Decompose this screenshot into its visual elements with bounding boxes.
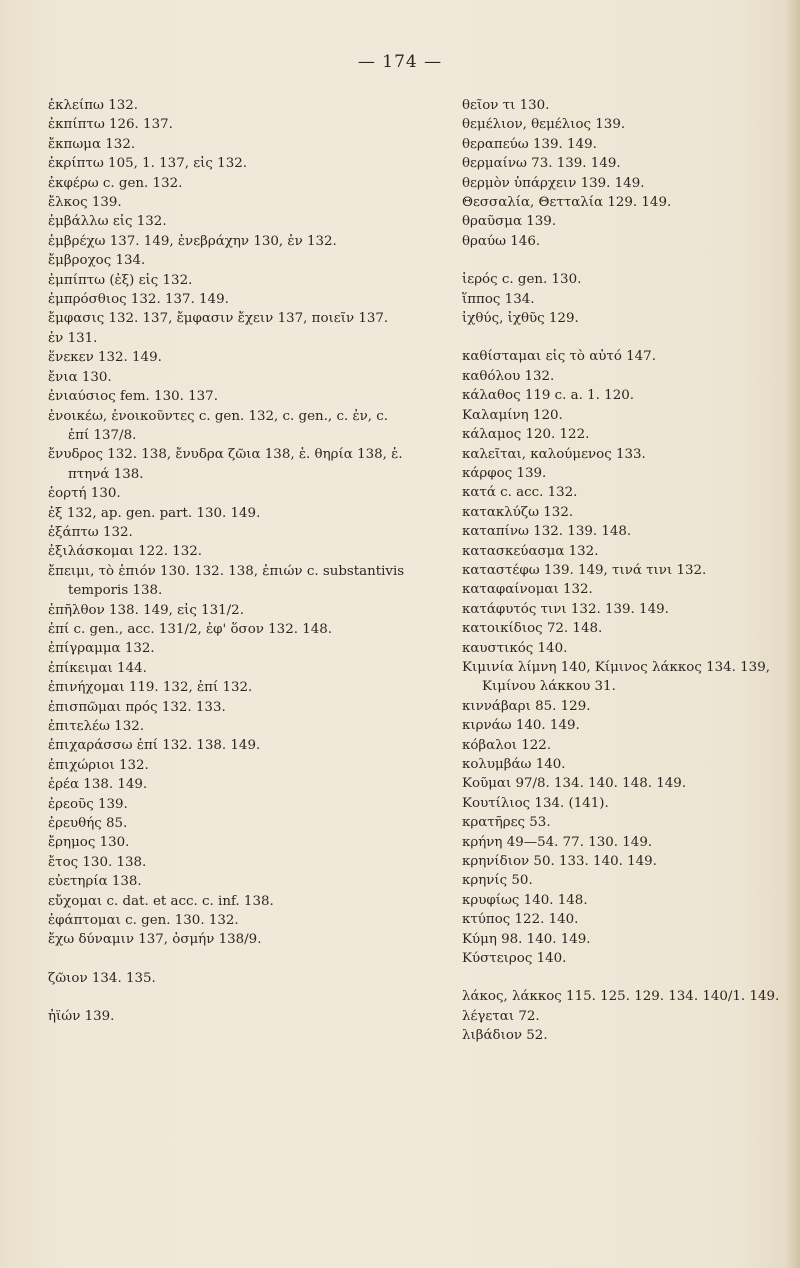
index-entry: ἔκπωμα 132. — [48, 136, 136, 152]
index-entry: θραύω 146. — [462, 233, 541, 249]
index-entry: θεραπεύω 139. 149. — [462, 136, 597, 152]
index-entry: κρηνίδιον 50. 133. 140. 149. — [462, 854, 657, 870]
index-entry: ἐπισπῶμαι πρός 132. 133. — [48, 699, 226, 715]
index-entry: καλεῖται, καλούμενος 133. — [462, 446, 646, 462]
section-gap — [48, 988, 408, 1007]
index-entry: ἐπιχαράσσω ἐπί 132. 138. 149. — [48, 738, 261, 754]
index-entry: καθόλου 132. — [462, 368, 555, 384]
index-entry: κάρφος 139. — [462, 465, 547, 481]
index-entry: ἐπί c. gen., acc. 131/2, ἐφ' ὅσον 132. 148. — [48, 621, 333, 637]
index-entry: κατακλύζω 132. — [462, 504, 574, 520]
page-edge-shadow — [786, 0, 800, 1268]
index-entry: κτύπος 122. 140. — [462, 912, 579, 928]
index-entry: λιβάδιον 52. — [462, 1028, 548, 1044]
index-entry: ἐπίκειμαι 144. — [48, 660, 147, 676]
index-entry: ἐπιτελέω 132. — [48, 719, 144, 734]
index-column-right — [462, 96, 782, 1046]
index-entry: κρήνη 49—54. 77. 130. 149. — [462, 834, 653, 850]
index-entry: κόβαλοι 122. — [462, 737, 552, 753]
index-entry: θεμέλιον, θεμέλιος 139. — [462, 117, 626, 133]
index-entry: ἐκπίπτω 126. 137. — [48, 117, 173, 133]
index-entry: ἐμπρόσθιος 132. 137. 149. — [48, 292, 229, 308]
index-entry: ἐνιαύσιος fem. 130. 137. — [48, 389, 218, 405]
index-entry: ἱερός c. gen. 130. — [462, 272, 582, 288]
index-entry: θεῖον τι 130. — [462, 98, 550, 113]
index-entry: ἑορτή 130. — [48, 486, 121, 502]
index-entry: ἐμπίπτω (ἐξ) εἰς 132. — [48, 272, 193, 288]
index-entry: καταπίνω 132. 139. 148. — [462, 524, 632, 540]
index-entry: ἐπιχώριοι 132. — [48, 757, 149, 773]
page-number: — 174 — — [357, 52, 443, 72]
index-entry: εὐετηρία 138. — [48, 874, 142, 890]
index-entry: Κιμινία λίμνη 140, Κίμινος λάκκος 134. 139, Κιμίνου λάκκου 31. — [462, 659, 770, 695]
index-entry: καταστέφω 139. 149, τινά τινι 132. — [462, 562, 707, 578]
index-entry: Καλαμίνη 120. — [462, 407, 563, 423]
index-entry: κρυφίως 140. 148. — [462, 892, 588, 908]
index-entry: ἐφάπτομαι c. gen. 130. 132. — [48, 913, 239, 929]
index-entry: ἐρεοῦς 139. — [48, 796, 128, 812]
index-entry: Κοῦμαι 97/8. 134. 140. 148. 149. — [462, 776, 687, 792]
section-gap — [462, 968, 782, 987]
index-entry: ζῶιον 134. 135. — [48, 970, 156, 986]
index-entry: λάκος, λάκκος 115. 125. 129. 134. 140/1. 149. — [462, 989, 780, 1005]
index-entry: ἐρευθής 85. — [48, 816, 128, 832]
index-entry: ἐν 131. — [48, 330, 98, 346]
index-entry: εὔχομαι c. dat. et acc. c. inf. 138. — [48, 893, 274, 909]
index-entry: ἔλκος 139. — [48, 195, 122, 211]
index-entry: κάλαμος 120. 122. — [462, 427, 590, 443]
index-entry: ἐξ 132, ap. gen. part. 130. 149. — [48, 505, 261, 521]
index-entry: ἐμβρέχω 137. 149, ἐνεβράχην 130, ἐν 132. — [48, 233, 337, 249]
index-entry: ἐρέα 138. 149. — [48, 777, 148, 793]
index-entry: ἐμβάλλω εἰς 132. — [48, 214, 167, 230]
index-entry: Θεσσαλία, Θετταλία 129. 149. — [462, 195, 672, 211]
index-entry: Κύμη 98. 140. 149. — [462, 931, 591, 947]
section-gap — [48, 950, 408, 969]
index-entry: ἐνοικέω, ἐνοικοῦντες c. gen. 132, c. gen., c. ἐν, c. ἐπί 137/8. — [48, 408, 389, 443]
index-entry: ἔρημος 130. — [48, 835, 130, 851]
index-entry: ἔπειμι, τὸ ἐπιόν 130. 132. 138, ἐπιών c. substantivis temporis 138. — [48, 563, 405, 599]
index-entry: ἔμφασις 132. 137, ἔμφασιν ἔχειν 137, ποιεῖν 137. — [48, 311, 389, 327]
index-entry: κολυμβάω 140. — [462, 757, 566, 772]
index-entry: κρατῆρες 53. — [462, 815, 551, 831]
index-entry: ἕνεκεν 132. 149. — [48, 350, 162, 366]
index-entry: κάλαθος 119 c. a. 1. 120. — [462, 388, 634, 404]
index-entry: ἐκφέρω c. gen. 132. — [48, 175, 183, 191]
index-entry: θερμαίνω 73. 139. 149. — [462, 156, 621, 172]
index-entry: ἐξιλάσκομαι 122. 132. — [48, 544, 203, 560]
index-entry: ἔμβροχος 134. — [48, 253, 146, 269]
index-entry: ἔχω δύναμιν 137, ὀσμήν 138/9. — [48, 932, 262, 948]
index-entry: λέγεται 72. — [462, 1008, 540, 1024]
index-entry: ἐκλείπω 132. — [48, 98, 139, 113]
index-column-left — [48, 96, 408, 1027]
index-entry: Κουτίλιος 134. (141). — [462, 795, 609, 811]
index-entry: ἐξάπτω 132. — [48, 524, 133, 540]
index-entry: κατασκεύασμα 132. — [462, 543, 599, 559]
index-entry: καθίσταμαι εἰς τὸ αὐτό 147. — [462, 349, 656, 365]
index-entry: ἵππος 134. — [462, 291, 535, 307]
index-entry: θερμὸν ὑπάρχειν 139. 149. — [462, 175, 645, 191]
index-entry: κιννάβαρι 85. 129. — [462, 698, 591, 714]
index-entry: ἐπίγραμμα 132. — [48, 641, 155, 657]
index-entry: καταφαίνομαι 132. — [462, 582, 593, 598]
index-entry: ἔνια 130. — [48, 369, 112, 385]
index-entry: κρηνίς 50. — [462, 873, 533, 889]
index-entry: ἐπινήχομαι 119. 132, ἐπί 132. — [48, 680, 253, 696]
index-entry: καυστικός 140. — [462, 640, 568, 656]
index-entry: κατά c. acc. 132. — [462, 485, 578, 501]
section-gap — [462, 251, 782, 270]
index-entry: ἰχθύς, ἰχθῦς 129. — [462, 311, 579, 327]
index-entry: ἠϊών 139. — [48, 1009, 115, 1025]
index-entry: θραῦσμα 139. — [462, 214, 557, 230]
index-entry: κατάφυτός τινι 132. 139. 149. — [462, 601, 669, 617]
index-entry: κατοικίδιος 72. 148. — [462, 621, 603, 637]
index-entry: ἐκρίπτω 105, 1. 137, εἰς 132. — [48, 156, 247, 172]
index-entry: ἔτος 130. 138. — [48, 854, 147, 870]
index-entry: ἐπῆλθον 138. 149, εἰς 131/2. — [48, 602, 244, 618]
index-entry: ἔνυδρος 132. 138, ἔνυδρα ζῶια 138, ἑ. θηρία 138, ἑ. πτηνά 138. — [48, 447, 403, 482]
index-entry: κιρνάω 140. 149. — [462, 718, 580, 734]
section-gap — [462, 328, 782, 347]
index-entry: Κύστειρος 140. — [462, 951, 567, 967]
